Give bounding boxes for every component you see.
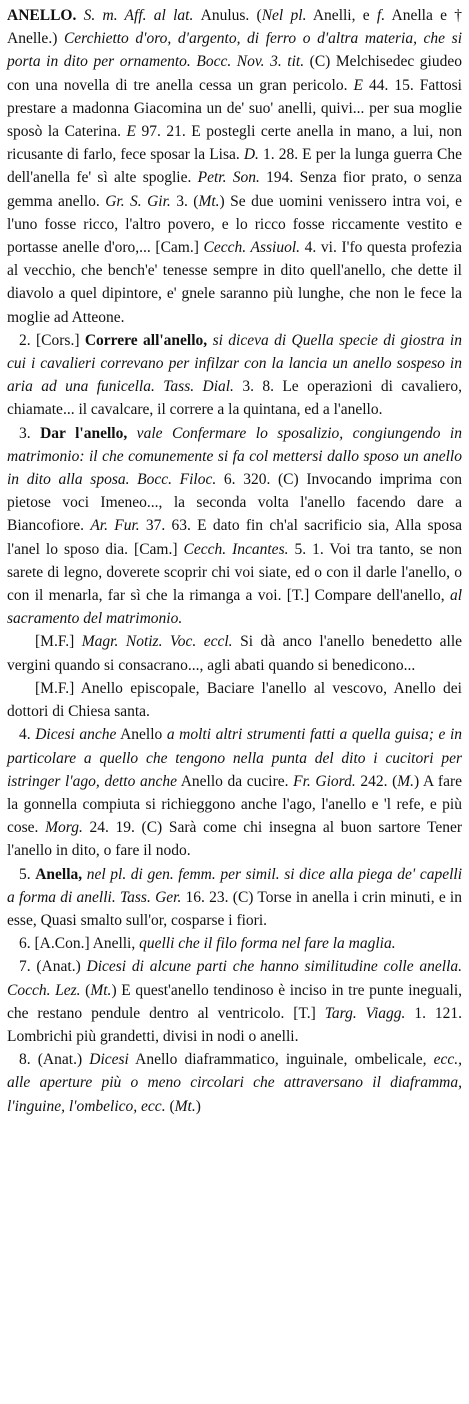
text-run: si diceva di Quella specie di giostra in cui i cavalieri correvano per infilzar con la lancia un anello sospeso in aria ad una funicella. Tass. Dial. (7, 331, 462, 396)
text-run: E (353, 76, 363, 94)
text-run: 3. 8. Le operazioni di cavaliero, chiamate... il cavalcare, il correre a la quintana, ed a l'anello. (7, 378, 462, 419)
text-run: 6. 320. (C) Invocando imprima con pietose voci Imeneo..., la seconda volta l'anello facendo dare a Biancofiore. (7, 471, 462, 535)
text-run: Fr. Giord. (293, 772, 356, 790)
text-run: 7. (Anat.) (19, 958, 87, 976)
text-run: 242. ( (355, 772, 398, 790)
text-run: S. m. Aff. al lat. (76, 7, 201, 24)
text-run: 16. 23. (C) Torse in anella i crin minuti, e in esse, Quasi smalto sull'or, cosparse i fiori. (7, 888, 462, 929)
text-run: 5. 1. Voi tra tanto, se non sarete di legno, doverete scoprir chi voi siate, ed o con il darle l'anello, o con il menarla, far sì che la rimanga a voi. [T.] Compare dell'anello, (7, 540, 462, 605)
text-run: Correre all'anello, (84, 331, 208, 349)
text-run: M. (397, 772, 415, 790)
text-run: Anella e † Anelle.) (7, 7, 462, 48)
sense-6 (7, 932, 462, 955)
text-run: Ar. Fur. (90, 517, 140, 535)
text-run: [M.F.] (35, 633, 82, 651)
text-run: Anello diaframmatico, inguinale, ombelicale, (128, 1051, 434, 1069)
text-run: nel pl. di gen. femm. per simil. si dice alla piega de' capelli a forma di anelli. Tass. Ger. (7, 865, 462, 906)
text-run: Anello da cucire. (176, 772, 294, 790)
text-run: Anulus. ( (200, 7, 262, 24)
text-run: [M.F.] Anello episcopale, Baciare l'anello al vescovo, Anello dei dottori di Chiesa santa. (7, 679, 462, 721)
text-run: 24. 19. (C) Sarà come chi insegna al buon sartore Tener l'anello in dito, o fare il nodo. (7, 819, 462, 860)
sense-3-note-a (7, 630, 462, 676)
text-run: Dicesi anche (35, 726, 117, 744)
text-run: ) A fare la gonnella compiuta si richieggono anche l'ago, l'anello e 'l refe, e più cose. (7, 772, 462, 837)
text-run: 4. (19, 726, 36, 744)
text-run: 97. 21. E postegli certe anella in mano, a lui, non ricusante di farlo, fece sposar la Lisa. (7, 123, 462, 164)
text-run: 5. (19, 865, 36, 883)
text-run: Morg. (45, 819, 83, 837)
text-run: 1. 121. Lombrichi più grandetti, divisi in nodi o anelli. (7, 1004, 463, 1045)
sense-3 (7, 422, 462, 631)
text-run: vale Confermare lo sposalizio, congiungendo in matrimonio: il che comunemente si fa col mettersi dallo sposo un anello in dito alla sposa. Bocc. Filoc. (7, 424, 462, 489)
text-run: Petr. Son. (197, 169, 260, 187)
text-run: Anella, (35, 865, 83, 883)
text-run: Anello (116, 726, 167, 744)
text-run: ) Se due uomini venissero intra voi, e l'uno fosse ricco, l'altro povero, e lo ricco fosse riccamente vestito e portasse anelle d'oro,... [Cam.] (7, 192, 463, 257)
sense-8 (7, 1048, 462, 1118)
text-run: 6. [A.Con.] Anelli, (19, 935, 140, 953)
entry-main (7, 4, 462, 329)
text-run: Mt. (198, 192, 220, 210)
text-run: quelli che il filo forma nel fare la maglia. (139, 935, 396, 953)
text-run: Gr. S. Gir. (105, 192, 171, 210)
text-run: Anelli, e (306, 7, 377, 24)
text-run: 2. [Cors.] (19, 331, 85, 349)
text-run: Targ. Viagg. (324, 1004, 406, 1022)
text-run: 194. Senza fior prato, o senza gemma anello. (7, 169, 462, 210)
text-run: E (126, 123, 136, 141)
text-run: ( (165, 1097, 175, 1115)
text-run: Mt. (90, 981, 112, 999)
sense-4 (7, 723, 462, 862)
text-run: ) (195, 1097, 201, 1115)
text-run: 44. 15. Fattosi prestare a madonna Giacomina un de' suo' anelli, quivi... per sua moglie sposò la Caterina. (7, 76, 462, 141)
text-run: Nel pl. (261, 7, 307, 24)
text-run: (C) Melchisedec giudeo con una novella di tre anella cessa un gran pericolo. (7, 53, 462, 94)
text-run: f. (376, 7, 386, 24)
text-run: Dar l'anello, (40, 424, 128, 442)
text-run: 3. (19, 424, 41, 442)
text-run: Dicesi di alcune parti che hanno similitudine colle anella. Cocch. Lez. (7, 958, 462, 999)
text-run: Cecch. Incantes. (183, 540, 289, 558)
text-run: Si dà anco l'anello benedetto alle vergini quando si consacrano..., agli abati quando si benedicono... (7, 633, 463, 674)
text-run: D. (243, 146, 259, 164)
text-run: 8. (Anat.) (19, 1051, 90, 1069)
text-run: Cerchietto d'oro, d'argento, di ferro o d'altra materia, che si porta in dito per ornamento. Bocc. Nov. 3. tit. (7, 30, 462, 71)
text-run: ecc., alle aperture più o meno circolari che attraversano il diaframma, l'inguine, l'ombelico, ecc. (7, 1051, 462, 1115)
sense-7 (7, 955, 462, 1048)
sense-2 (7, 329, 462, 422)
text-run: Dicesi (89, 1051, 129, 1069)
text-run: Magr. Notiz. Voc. eccl. (81, 633, 233, 651)
text-run: 1. 28. E per la lunga guerra Che dell'anella fe' sì alte spoglie. (7, 146, 462, 187)
sense-3-note-b (7, 677, 462, 723)
text-run: ANELLO. (7, 7, 77, 24)
text-run: Cecch. Assiuol. (203, 239, 301, 257)
text-run: ( (80, 981, 91, 999)
text-run: ) E quest'anello tendinoso è inciso in tre punte ineguali, che restano pendule dentro al ventricolo. [T.] (7, 981, 462, 1022)
text-run: 4. vi. I'fo questa profezia al vecchio, che bench'e' tenesse sempre in dito quell'anello, che dette il diavolo a quel dipintore, e' gnele saranno più lunghe, che non le fece la moglie ad Atteone. (7, 239, 462, 326)
sense-5 (7, 863, 462, 933)
text-run: al sacramento del matrimonio. (7, 587, 462, 628)
text-run: Mt. (174, 1097, 196, 1115)
text-run: 3. ( (170, 192, 199, 210)
text-run: a molti altri strumenti fatti a quella guisa; e in particolare a quello che tengono nella punta del dito i cucitori per istringer l'ago, detto anche (7, 726, 463, 790)
text-run: 37. 63. E dato fin ch'al sacrificio sia, Alla sposa l'anel lo sposo dia. [Cam.] (7, 517, 462, 558)
